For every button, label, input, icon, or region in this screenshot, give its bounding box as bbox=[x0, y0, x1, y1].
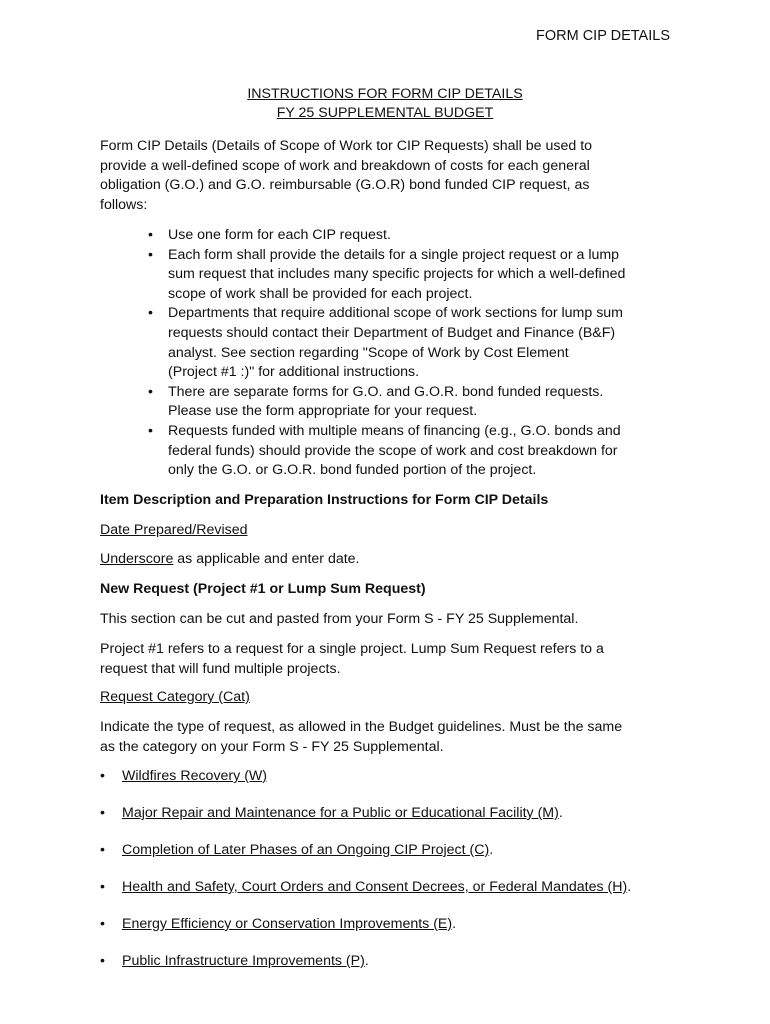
list-item bbox=[145, 226, 665, 246]
category-suffix: . bbox=[627, 879, 632, 895]
list-item-line: (Project #1 :)" for additional instructions. bbox=[168, 364, 420, 381]
paragraph-line: Indicate the type of request, as allowed in the Budget guidelines. Must be the same bbox=[100, 719, 623, 735]
intro-line: obligation (G.O.) and G.O. reimbursable (G.O.R) bond funded CIP request, as bbox=[100, 177, 590, 194]
underscore-word: Underscore bbox=[100, 551, 174, 567]
intro-line: provide a well-defined scope of work and breakdown of costs for each general bbox=[100, 157, 590, 174]
request-category-paragraph bbox=[100, 718, 670, 757]
paragraph-line: request that will fund multiple projects. bbox=[100, 660, 341, 677]
list-item-line: • Departments that require additional scope of work sections for lump sum bbox=[168, 305, 624, 322]
list-item-line: • Use one form for each CIP request. bbox=[168, 227, 391, 243]
list-item-line: federal funds) should provide the scope of work and cost breakdown for bbox=[168, 442, 618, 459]
list-item-line: Please use the form appropriate for your request. bbox=[168, 403, 478, 420]
category-item bbox=[100, 879, 631, 895]
category-label: Health and Safety, Court Orders and Consent Decrees, or Federal Mandates (H) bbox=[122, 879, 628, 895]
list-item bbox=[145, 422, 665, 481]
date-prepared-rest: as applicable and enter date. bbox=[173, 551, 360, 567]
category-label: Energy Efficiency or Conservation Improvements (E) bbox=[122, 916, 453, 932]
document-title: INSTRUCTIONS FOR FORM CIP DETAILS bbox=[247, 86, 523, 102]
category-item bbox=[100, 805, 563, 821]
category-item bbox=[100, 916, 456, 932]
new-request-paragraph: This section can be cut and pasted from your Form S - FY 25 Supplemental. bbox=[100, 611, 579, 627]
date-prepared-text bbox=[100, 550, 670, 570]
list-item bbox=[145, 304, 665, 382]
list-item-line: only the G.O. or G.O.R. bond funded portion of the project. bbox=[168, 462, 537, 479]
list-item-line: • There are separate forms for G.O. and G.O.R. bond funded requests. bbox=[168, 383, 604, 400]
intro-line: follows: bbox=[100, 196, 148, 213]
document-subtitle: FY 25 SUPPLEMENTAL BUDGET bbox=[276, 105, 494, 121]
category-item bbox=[100, 953, 369, 969]
paragraph-line: Project #1 refers to a request for a single project. Lump Sum Request refers to a bbox=[100, 641, 604, 657]
category-suffix: . bbox=[489, 842, 494, 858]
request-category-heading: Request Category (Cat) bbox=[100, 689, 250, 705]
category-suffix: . bbox=[452, 916, 457, 932]
list-item-line: • Requests funded with multiple means of financing (e.g., G.O. bonds and bbox=[168, 422, 621, 439]
list-item bbox=[145, 383, 665, 422]
category-suffix: . bbox=[558, 805, 563, 821]
section-heading: Item Description and Preparation Instructions for Form CIP Details bbox=[100, 492, 549, 508]
list-item-line: sum request that includes many specific projects for which a well-defined bbox=[168, 266, 626, 283]
project-paragraph bbox=[100, 640, 670, 679]
form-label-header: FORM CIP DETAILS bbox=[535, 28, 670, 44]
category-label: Wildfires Recovery (W) bbox=[122, 768, 268, 784]
list-item bbox=[145, 246, 665, 305]
list-item-line: requests should contact their Department of Budget and Finance (B&F) bbox=[168, 324, 616, 341]
date-prepared-heading: Date Prepared/Revised bbox=[100, 522, 248, 538]
category-suffix: . bbox=[364, 953, 369, 969]
category-label: Completion of Later Phases of an Ongoing CIP Project (C) bbox=[122, 842, 490, 858]
list-item-line: analyst. See section regarding "Scope of Work by Cost Element bbox=[168, 344, 569, 361]
category-item bbox=[100, 842, 493, 858]
list-item-line: scope of work shall be provided for each project. bbox=[168, 285, 473, 302]
category-item bbox=[100, 768, 267, 784]
intro-bullet-list bbox=[145, 226, 665, 481]
intro-line: Form CIP Details (Details of Scope of Work tor CIP Requests) shall be used to bbox=[100, 138, 593, 154]
new-request-heading: New Request (Project #1 or Lump Sum Request) bbox=[100, 581, 426, 597]
intro-paragraph bbox=[100, 137, 670, 215]
category-label: Major Repair and Maintenance for a Public or Educational Facility (M) bbox=[122, 805, 559, 821]
paragraph-line: as the category on your Form S - FY 25 Supplemental. bbox=[100, 738, 444, 755]
list-item-line: • Each form shall provide the details for a single project request or a lump bbox=[168, 246, 620, 263]
category-label: Public Infrastructure Improvements (P) bbox=[122, 953, 365, 969]
